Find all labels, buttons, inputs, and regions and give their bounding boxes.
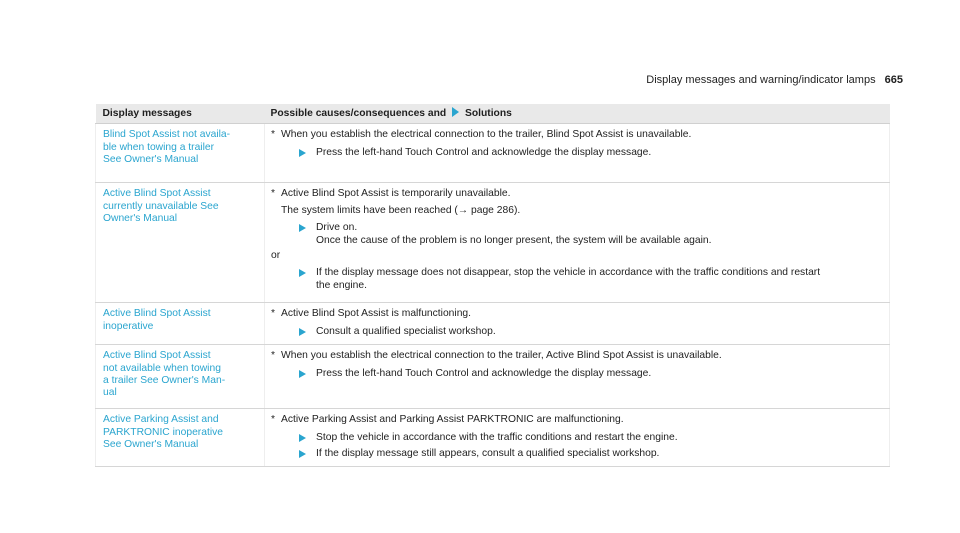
asterisk: *: [271, 129, 276, 141]
page-header: [646, 74, 903, 86]
cause: [271, 129, 883, 141]
message-line: See Owner's Manual: [103, 439, 199, 451]
solution-text: Press the left-hand Touch Control and acknowledge the display message.: [316, 367, 652, 379]
solution-text: Consult a qualified specialist workshop.: [316, 325, 496, 337]
solution-text: If the display message does not disappear, stop the vehicle in accordance with the traffic conditions and restart: [316, 267, 821, 279]
message-line: Blind Spot Assist not availa-: [103, 129, 231, 141]
solution-text: Drive on.: [316, 222, 358, 234]
cause: [271, 308, 883, 320]
message-line: a trailer See Owner's Man-: [103, 375, 226, 387]
table-row: [96, 183, 890, 303]
solution-arrow-icon: [452, 107, 459, 117]
display-message: [96, 303, 265, 345]
cause-text: When you establish the electrical connection to the trailer, Blind Spot Assist is unavailable.: [281, 129, 692, 141]
asterisk: *: [271, 350, 276, 362]
message-line: See Owner's Manual: [103, 154, 199, 166]
solution-arrow-icon: [299, 328, 306, 336]
header-solutions-label: Solutions: [464, 108, 512, 119]
column-header-causes-solutions: [265, 104, 890, 124]
message-line: currently unavailable See: [103, 200, 219, 212]
solution-step: [271, 222, 883, 247]
causes-solutions: [265, 303, 890, 345]
causes-solutions: [265, 409, 890, 467]
header-causes-label: Possible causes/consequences and: [270, 108, 447, 119]
solution-text: Press the left-hand Touch Control and acknowledge the display message.: [316, 146, 652, 158]
table-row: [96, 303, 890, 345]
message-line: Active Blind Spot Assist: [103, 350, 211, 362]
solution-text: the engine.: [316, 279, 367, 291]
message-line: ual: [103, 387, 117, 399]
asterisk: *: [271, 188, 276, 200]
solution-arrow-icon: [299, 450, 306, 458]
solution-arrow-icon: [299, 434, 306, 442]
display-message: [96, 345, 265, 409]
page-number: 665: [884, 74, 903, 86]
message-line: ble when towing a trailer: [103, 141, 215, 153]
table-row: [96, 124, 890, 183]
solution-text: Once the cause of the problem is no longer present, the system will be available again.: [316, 234, 712, 246]
column-header-display-messages: Display messages: [96, 104, 265, 124]
display-message: [96, 183, 265, 303]
display-messages-table: [95, 104, 890, 467]
cause-note: The system limits have been reached (→ page 286).: [281, 204, 521, 216]
message-line: Active Parking Assist and: [103, 414, 219, 426]
table-row: [96, 409, 890, 467]
page-header-title: Display messages and warning/indicator lamps: [646, 74, 876, 86]
causes-solutions: [265, 124, 890, 183]
cause: [271, 414, 883, 426]
cause-text: Active Parking Assist and Parking Assist PARKTRONIC are malfunctioning.: [281, 414, 624, 426]
table-row: [96, 345, 890, 409]
asterisk: *: [271, 414, 276, 426]
causes-solutions: [265, 183, 890, 303]
solution-step: [271, 267, 883, 292]
message-line: Active Blind Spot Assist: [103, 308, 211, 320]
solution-arrow-icon: [299, 224, 306, 232]
solution-text: Stop the vehicle in accordance with the traffic conditions and restart the engine.: [316, 431, 678, 443]
cause: [271, 350, 883, 362]
cause-text: When you establish the electrical connection to the trailer, Active Blind Spot Assist is unavailable.: [281, 350, 722, 362]
display-message: [96, 409, 265, 467]
table-header-row: [96, 104, 890, 124]
solution-step: [271, 326, 883, 338]
solution-arrow-icon: [299, 370, 306, 378]
cause-text: Active Blind Spot Assist is temporarily unavailable.: [281, 188, 511, 200]
message-line: Active Blind Spot Assist: [103, 188, 211, 200]
solution-step: [271, 432, 883, 444]
solution-step: [271, 368, 883, 380]
solution-arrow-icon: [299, 269, 306, 277]
causes-solutions: [265, 345, 890, 409]
message-line: inoperative: [103, 320, 154, 332]
solution-step: [271, 147, 883, 159]
solution-step: [271, 448, 883, 460]
display-message: [96, 124, 265, 183]
cause-text: Active Blind Spot Assist is malfunctioning.: [281, 308, 472, 320]
message-line: Owner's Manual: [103, 213, 178, 225]
solution-text: If the display message still appears, consult a qualified specialist workshop.: [316, 448, 660, 460]
cause: [271, 188, 883, 200]
solution-arrow-icon: [299, 149, 306, 157]
or-label: or: [271, 250, 281, 262]
asterisk: *: [271, 308, 276, 320]
message-line: PARKTRONIC inoperative: [103, 426, 223, 438]
message-line: not available when towing: [103, 362, 221, 374]
